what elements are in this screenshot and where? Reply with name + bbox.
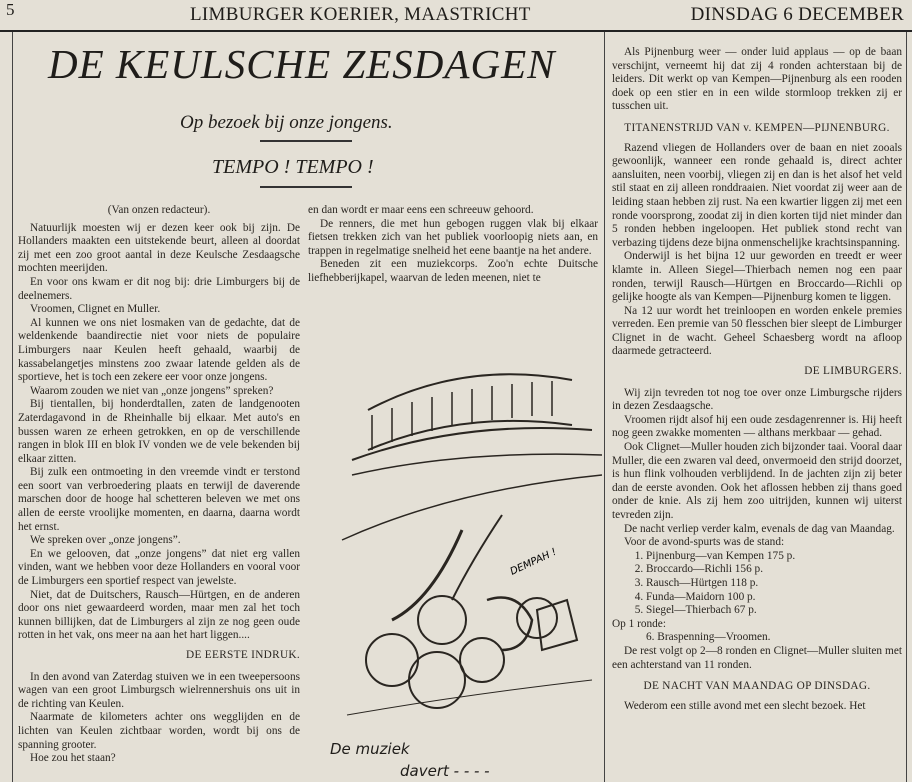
musician-head [366,634,418,686]
music-sheet [537,600,577,650]
paragraph: Waarom zouden we niet van „onze jongens” spreken? [30,384,274,397]
right-rule [906,32,907,782]
cartoon-caption: davert - - - - [400,762,490,780]
kicker: TEMPO ! TEMPO ! [212,156,374,178]
section-heading: TITANENSTRIJD VAN v. KEMPEN—PIJNENBURG. [624,121,890,134]
standings-list [612,550,902,618]
list-item: 5. Siegel—Thierbach 67 p. [646,604,902,618]
cartoon-caption: De muziek [330,740,410,758]
newspaper-title: LIMBURGER KOERIER, MAASTRICHT [190,4,531,25]
column-1 [18,204,300,766]
paragraph: En we gelooven, dat „onze jongens” dat niet erg vallen vinden, want we hebben voor deze Hollanders en vooral voor de Limburgers een sportief respect van jewelste. [18,547,300,588]
page-number: 5 [6,0,15,19]
paragraph: Voor de avond-spurts was de stand: [624,536,785,549]
paragraph: en dan wordt er maar eens een schreeuw gehoord. [308,204,534,216]
paragraph: Ook Clignet—Muller houden zich bijzonder taai. Vooral daar Muller, die een zwaren val deed, onvermoeid den strijd doorzet, is hun flink volhouden verblijdend. In de jachten zijn zij beter dan de eerste avonden. Ook het aflossen hebben zij thans goed onder de knie. Als zij hem zoo uitrijden, kunnen wij uiterst tevreden zijn. [612,441,902,521]
paragraph: De rest volgt op 2—8 ronden en Clignet—Muller sluiten met een achterstand van 11 ronden. [612,644,902,671]
sign-text: DEMPAH ! [508,546,559,578]
list-item: 4. Funda—Maidorn 100 p. [646,591,902,605]
section-heading: DE NACHT VAN MAANDAG OP DINSDAG. [643,680,871,693]
track-edge [352,428,592,460]
paragraph: Wij zijn tevreden tot nog toe over onze Limburgsche rijders in dezen Zesdaagsche. [612,386,902,413]
musician-head [409,652,465,708]
paragraph: Na 12 uur wordt het treinloopen en worden enkele premies verreden. Een premie van 50 flesschen bier sleept de Limburger Clignet in de wacht. Geheel Schaesberg wordt na afloop daarmede getracteerd. [612,304,902,358]
divider [260,186,352,188]
paragraph: We spreken over „onze jongens”. [30,534,181,547]
paragraph: Beneden zit een muziekcorps. Zoo'n echte Duitsche liefhebberijkapel, waarvan de leden meenen, niet te [308,258,598,284]
column-2 [308,204,598,286]
paragraph: Natuurlijk moesten wij er dezen keer ook bij zijn. De Hollanders maakten een uitstekende beurt, alleen al doordat zij met een zoo groot aantal in deze Keulsche Zesdaagsche mochten meerijden. [18,221,300,275]
paragraph: Bij tientallen, bij honderdtallen, zaten de landgenooten Zaterdagavond in de Rheinhalle bij elkaar. Met auto's en bussen waren ze erheen getrokken, en op de verschillende rangen in blok III en blok IV vonden we de vele bekenden bij elkaar zitten. [18,398,300,465]
paragraph: Al kunnen we ons niet losmaken van de gedachte, dat de weldenkende baandirectie niet voor niets de populaire Limburgers naar Keulen heeft gehaald, waarbij de kassabelangetjes minstens zoo zwaar latende gelden als de sportieve, het is toch een zekere eer voor onze jongens. [18,316,300,384]
divider [260,140,352,142]
paragraph: Razend vliegen de Hollanders over de baan en niet zooals gewoonlijk, wanneer een ronde gehaald is, direct achter aansluiten, neen voorbij, vliegen zij en dan is het alsof het veld stil staat en zij alleen ronddraaien. Niet voordat zij weer aan de leiding staan hebben zij rust. Na een kwartier liggen zij met een ronde voorsprong, zoodat zij in dien korten tijd niet minder dan 5 ronden hebben ingeloopen. Het publiek stond recht van verbazing tijdens deze bijna onmenschelijke krachtsinspanning. [612,141,902,249]
paragraph: Onderwijl is het bijna 12 uur geworden en treedt er weer klamte in. Alleen Siegel—Thierbach nemen nog een paar ronden, terwijl Rausch—Hürtgen en Broccardo—Richli op gelijke hoogte als van Kempen—Pijnenburg komen te liggen. [612,250,902,304]
paragraph: Hoe zou het staan? [30,752,116,765]
column-rule [604,32,605,782]
paragraph: De nacht verliep verder kalm, evenals de dag van Maandag. [624,522,895,535]
section-heading: DE EERSTE INDRUK. [186,649,300,661]
paragraph: Niet, dat de Duitschers, Rausch—Hürtgen, en de anderen door ons niet gewaardeerd worden, maar men zal het toch kunnen billijken, dat de Limburgers al zijn ze nog geen oude rotten in het vak, ons meer na aan het hart liggen.... [18,588,300,642]
paragraph: En voor ons kwam er dit nog bij: drie Limburgers bij de deelnemers. [18,275,300,302]
trombone-slide [392,530,462,620]
track-curve [368,374,572,410]
paragraph: Vroomen rijdt alsof hij een oude zesdagenrenner is. Hij heeft nog geen zwakke momenten — althans merkbaar — gehad. [612,413,902,440]
list-item: 6. Braspenning—Vroomen. [646,631,771,644]
list-item: 2. Broccardo—Richli 156 p. [646,563,902,577]
paragraph: Op 1 ronde: [612,617,666,630]
paragraph: Als Pijnenburg weer — onder luid applaus — op de baan verschijnt, verneemt hij dat zij 4 ronden achterstaan bij de leiders. Dit werkt op van Kempen—Pijnenburg als een rooden doek op een stier en in een wilde stormloop trekken zij er tusschen uit. [612,46,902,113]
column-3 [612,46,902,713]
section-heading: DE LIMBURGERS. [804,365,902,378]
list-item: 1. Pijnenburg—van Kempen 175 p. [646,550,902,564]
paragraph: De renners, die met hun gebogen ruggen vlak bij elkaar fietsen trekken zich van het publiek voorloopig niets aan, en trappen in regelmatige snelheid het eene baantje na het andere. [308,217,598,257]
paragraph: Naarmate de kilometers achter ons wegglijden en de lichten van Keulen zichtbaar worden, wordt bij ons de spanning grooter. [18,711,300,751]
paragraph: Wederom een stille avond met een slecht bezoek. Het [624,699,866,712]
left-rule [12,32,13,782]
masthead [0,0,912,32]
paragraph: Vroomen, Clignet en Muller. [30,303,161,316]
paragraph: In den avond van Zaterdag stuiven we in een tweepersoons wagen van een groot Limburgsch wielrennershuis ons uit in de richting van Keulen. [18,670,300,710]
musician-head [418,596,466,644]
cartoon-illustration [312,300,602,782]
list-item: 3. Rausch—Hürtgen 118 p. [646,577,902,591]
byline: (Van onzen redacteur). [107,204,211,216]
issue-date: DINSDAG 6 DECEMBER [690,4,904,25]
musician-head [460,638,504,682]
paragraph: Bij zulk een ontmoeting in den vreemde vindt er terstond een soort van verbroedering plaats en terwijl de daverende marschen door de hooge hal schetteren beleven we met ons allen de eerste vroolijke momenten, en daarna, daarna wordt het ernst. [18,466,300,533]
subheadline: Op bezoek bij onze jongens. [180,112,393,133]
headline: DE KEULSCHE ZESDAGEN [48,41,556,87]
